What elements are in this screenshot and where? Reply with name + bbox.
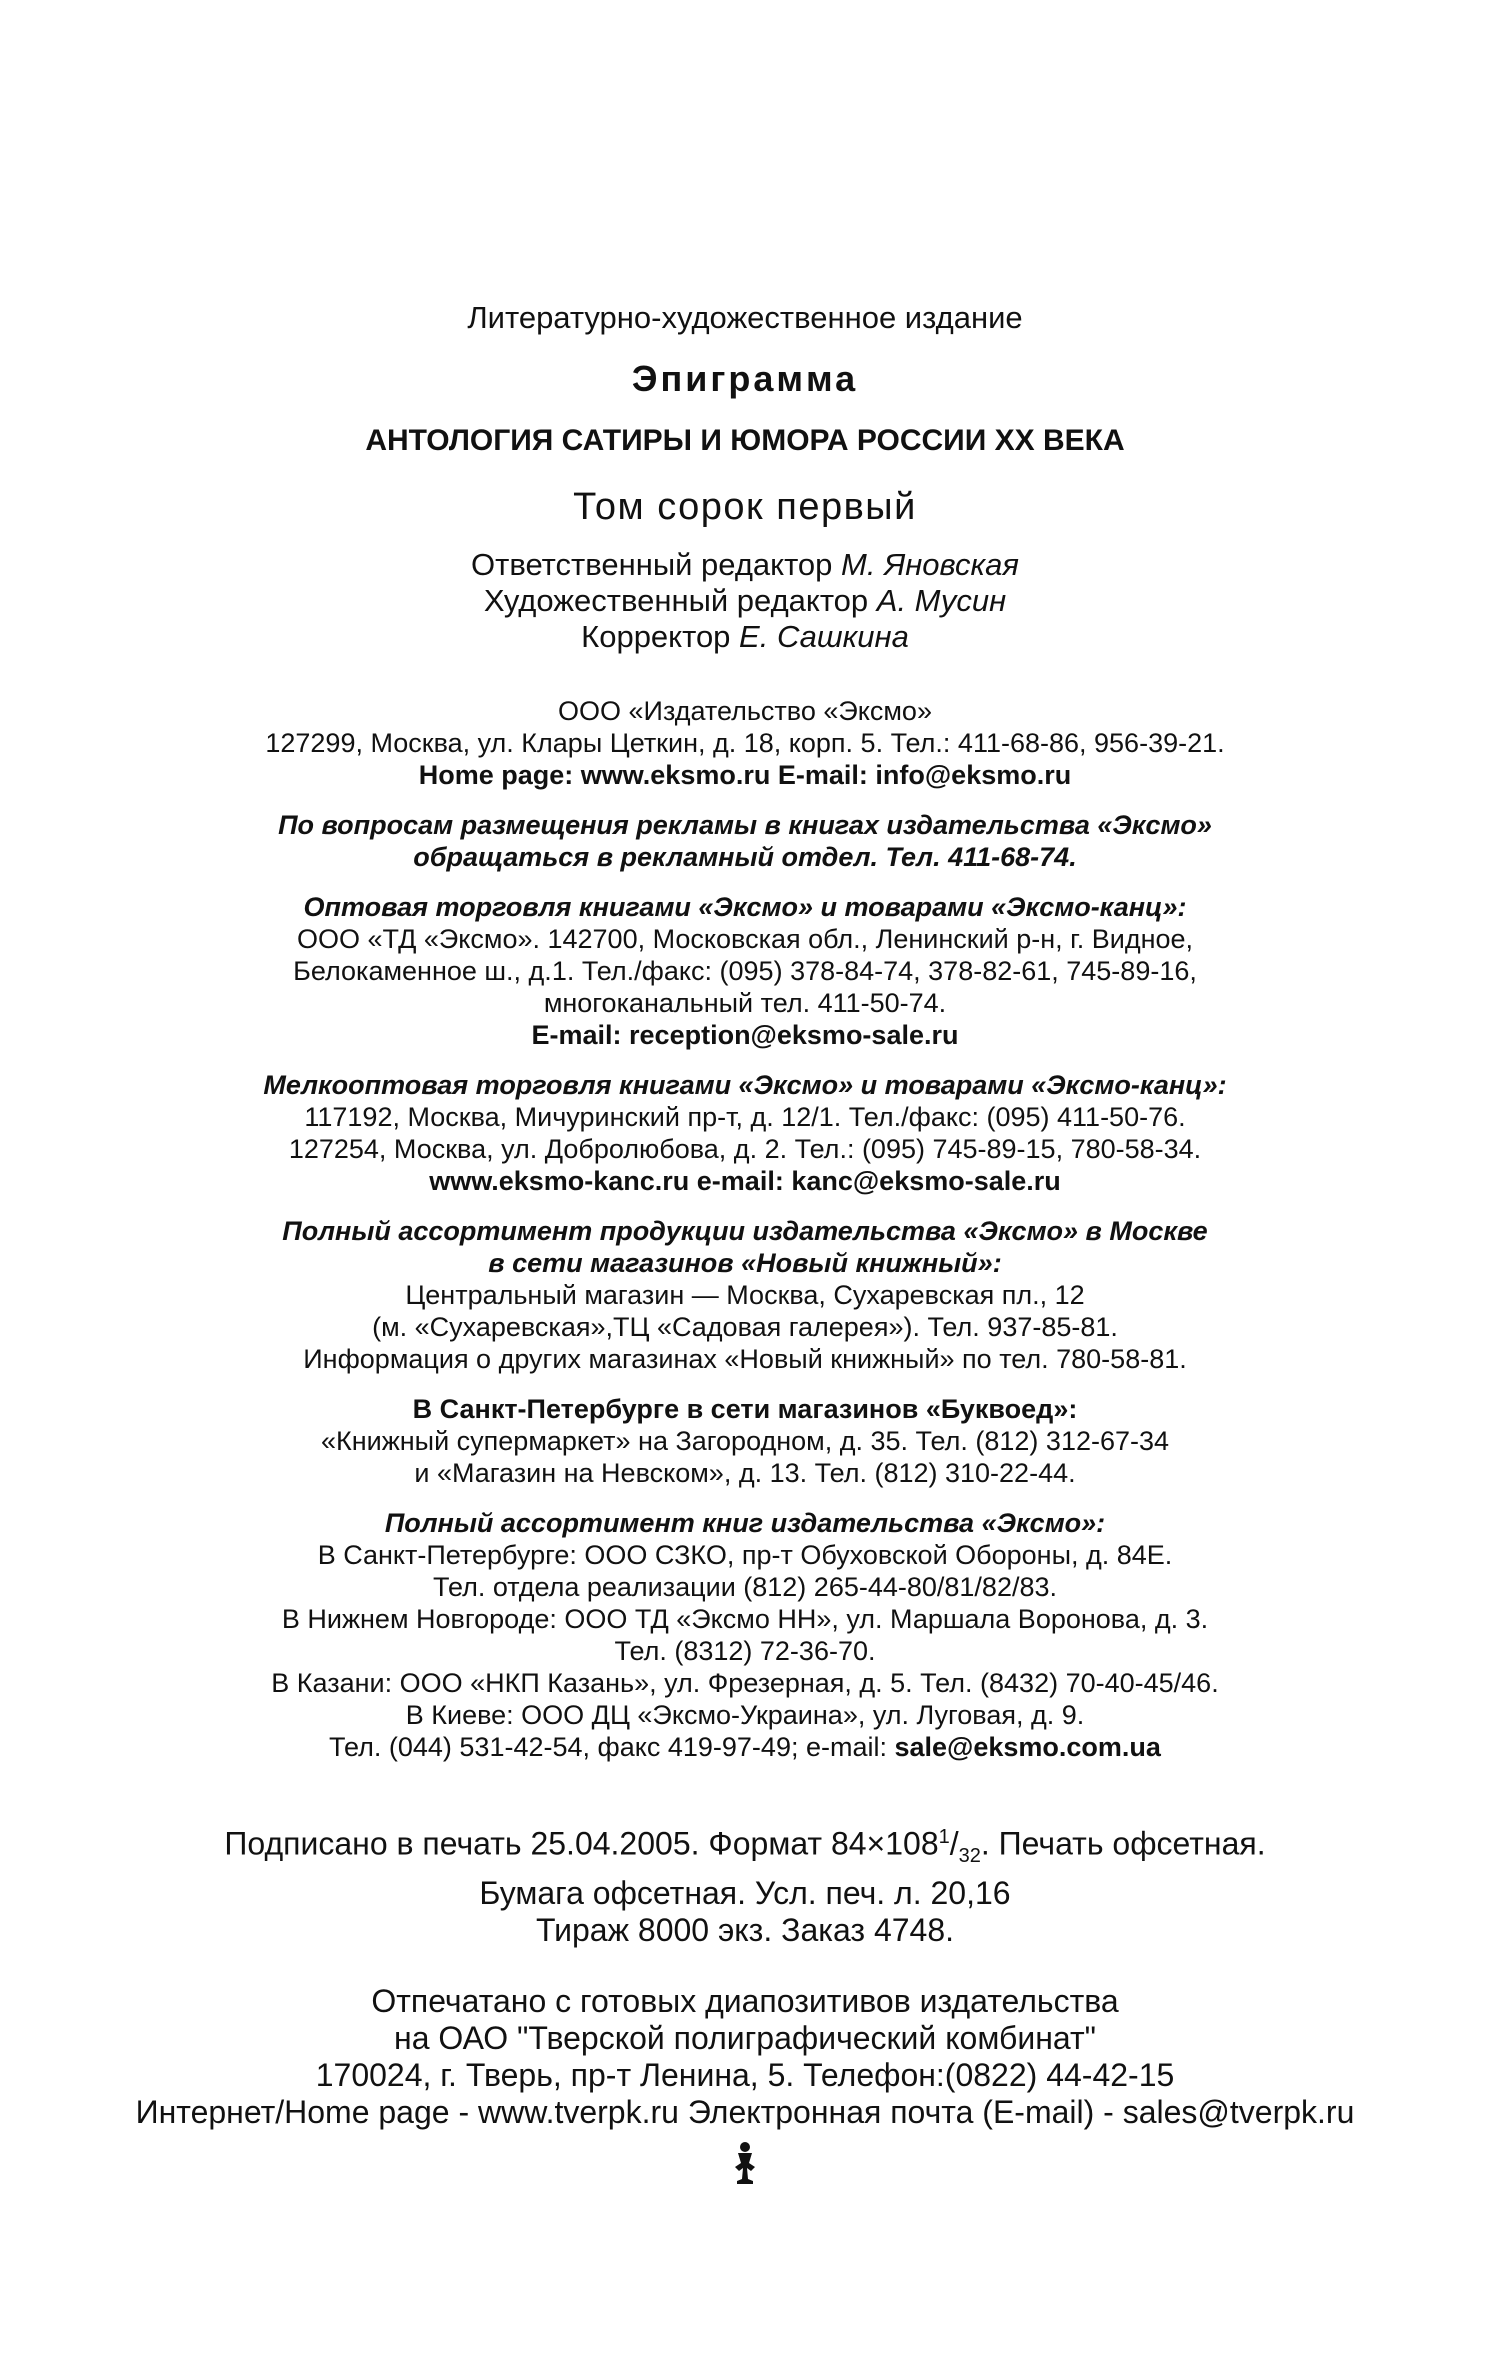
moscow-heading: Полный ассортимент продукции издательства «Эксмо» в Москве xyxy=(282,1216,1208,1246)
publisher-address: 127299, Москва, ул. Клары Цеткин, д. 18, корп. 5. Тел.: 411-68-86, 956-39-21. xyxy=(265,728,1225,758)
regions-line: В Казани: ООО «НКП Казань», ул. Фрезерная, д. 5. Тел. (8432) 70-40-45/46. xyxy=(271,1668,1219,1698)
credit-editor: Ответственный редактор М. Яновская xyxy=(471,547,1019,582)
ads-block xyxy=(0,809,1490,873)
printer-info xyxy=(0,1983,1490,2131)
printer-line: Интернет/Home page - www.tverpk.ru Электронная почта (E-mail) - sales@tverpk.ru xyxy=(135,2094,1355,2131)
credit-art-editor: Художественный редактор А. Мусин xyxy=(483,583,1007,618)
kiev-email[interactable]: sale@eksmo.com.ua xyxy=(894,1732,1161,1762)
regions-line: Тел. отдела реализации (812) 265-44-80/81/82/83. xyxy=(432,1572,1058,1602)
printer-line: на ОАО "Тверской полиграфический комбинат" xyxy=(394,2020,1096,2057)
wholesale-line: Белокаменное ш., д.1. Тел./факс: (095) 378-84-74, 378-82-61, 745-89-16, xyxy=(293,956,1197,986)
regions-heading: Полный ассортимент книг издательства «Эксмо»: xyxy=(384,1508,1106,1538)
spb-block xyxy=(0,1393,1490,1489)
small-wholesale-heading: Мелкооптовая торговля книгами «Эксмо» и товарами «Эксмо-канц»: xyxy=(263,1070,1227,1100)
genre-label: Литературно-художественное издание xyxy=(467,300,1023,335)
ads-line: обращаться в рекламный отдел. Тел. 411-68-74. xyxy=(413,842,1077,872)
wholesale-line: многоканальный тел. 411-50-74. xyxy=(543,988,947,1018)
series-title: АНТОЛОГИЯ САТИРЫ И ЮМОРА РОССИИ XX ВЕКА xyxy=(365,424,1125,457)
ads-line: По вопросам размещения рекламы в книгах издательства «Эксмо» xyxy=(278,810,1212,840)
regions-line: В Санкт-Петербурге: ООО СЗКО, пр-т Обуховской Обороны, д. 84Е. xyxy=(317,1540,1173,1570)
regions-line: В Киеве: ООО ДЦ «Эксмо-Украина», ул. Луговая, д. 9. xyxy=(405,1700,1085,1730)
printer-logo-icon xyxy=(729,2141,761,2190)
publisher-block xyxy=(0,695,1490,791)
spb-line: и «Магазин на Невском», д. 13. Тел. (812) 310-22-44. xyxy=(414,1458,1076,1488)
regions-line: В Нижнем Новгороде: ООО ТД «Эксмо НН», ул. Маршала Воронова, д. 3. xyxy=(281,1604,1209,1634)
publisher-name: ООО «Издательство «Эксмо» xyxy=(558,696,932,726)
wholesale-line: ООО «ТД «Эксмо». 142700, Московская обл., Ленинский р-н, г. Видное, xyxy=(296,924,1194,954)
publisher-web[interactable]: Home page: www.eksmo.ru E-mail: info@eksmo.ru xyxy=(418,760,1072,790)
moscow-line: Информация о других магазинах «Новый книжный» по тел. 780-58-81. xyxy=(303,1344,1187,1374)
regions-line: Тел. (8312) 72-36-70. xyxy=(614,1636,876,1666)
kiev-contact: Тел. (044) 531-42-54, факс 419-97-49; e-mail: sale@eksmo.com.ua xyxy=(329,1732,1161,1762)
run-line: Тираж 8000 экз. Заказ 4748. xyxy=(535,1912,955,1949)
moscow-heading: в сети магазинов «Новый книжный»: xyxy=(488,1248,1002,1278)
print-info xyxy=(0,1819,1490,1949)
moscow-line: Центральный магазин — Москва, Сухаревская пл., 12 xyxy=(405,1280,1085,1310)
small-wholesale-block xyxy=(0,1069,1490,1197)
regions-block xyxy=(0,1507,1490,1763)
moscow-block xyxy=(0,1215,1490,1375)
credits-block xyxy=(0,547,1490,655)
small-wholesale-line: 127254, Москва, ул. Добролюбова, д. 2. Тел.: (095) 745-89-15, 780-58-34. xyxy=(288,1134,1202,1164)
signed-line: Подписано в печать 25.04.2005. Формат $84\times 108^1/_{32}$. Печать офсетная. xyxy=(224,1825,1266,1868)
paper-line: Бумага офсетная. Усл. печ. л. 20,16 xyxy=(479,1875,1011,1912)
printer-line: Отпечатано с готовых диапозитивов издательства xyxy=(371,1983,1119,2020)
wholesale-block xyxy=(0,891,1490,1051)
small-wholesale-line: 117192, Москва, Мичуринский пр-т, д. 12/1. Тел./факс: (095) 411-50-76. xyxy=(304,1102,1186,1132)
credit-proofreader: Корректор Е. Сашкина xyxy=(581,619,909,654)
spb-line: «Книжный супермаркет» на Загородном, д. 35. Тел. (812) 312-67-34 xyxy=(320,1426,1170,1456)
book-title: Эпиграмма xyxy=(631,358,859,399)
volume-label: Том сорок первый xyxy=(573,486,917,528)
wholesale-heading: Оптовая торговля книгами «Эксмо» и товарами «Эксмо-канц»: xyxy=(303,892,1187,922)
small-wholesale-web[interactable]: www.eksmo-kanc.ru e-mail: kanc@eksmo-sale.ru xyxy=(429,1166,1061,1196)
imprint-column xyxy=(0,300,1490,2190)
moscow-line: (м. «Сухаревская»,ТЦ «Садовая галерея»). Тел. 937-85-81. xyxy=(372,1312,1118,1342)
wholesale-email[interactable]: E-mail: reception@eksmo-sale.ru xyxy=(531,1020,959,1050)
spb-heading: В Санкт-Петербурге в сети магазинов «Буквоед»: xyxy=(412,1394,1078,1424)
printer-line: 170024, г. Тверь, пр-т Ленина, 5. Телефон:(0822) 44-42-15 xyxy=(315,2057,1175,2094)
